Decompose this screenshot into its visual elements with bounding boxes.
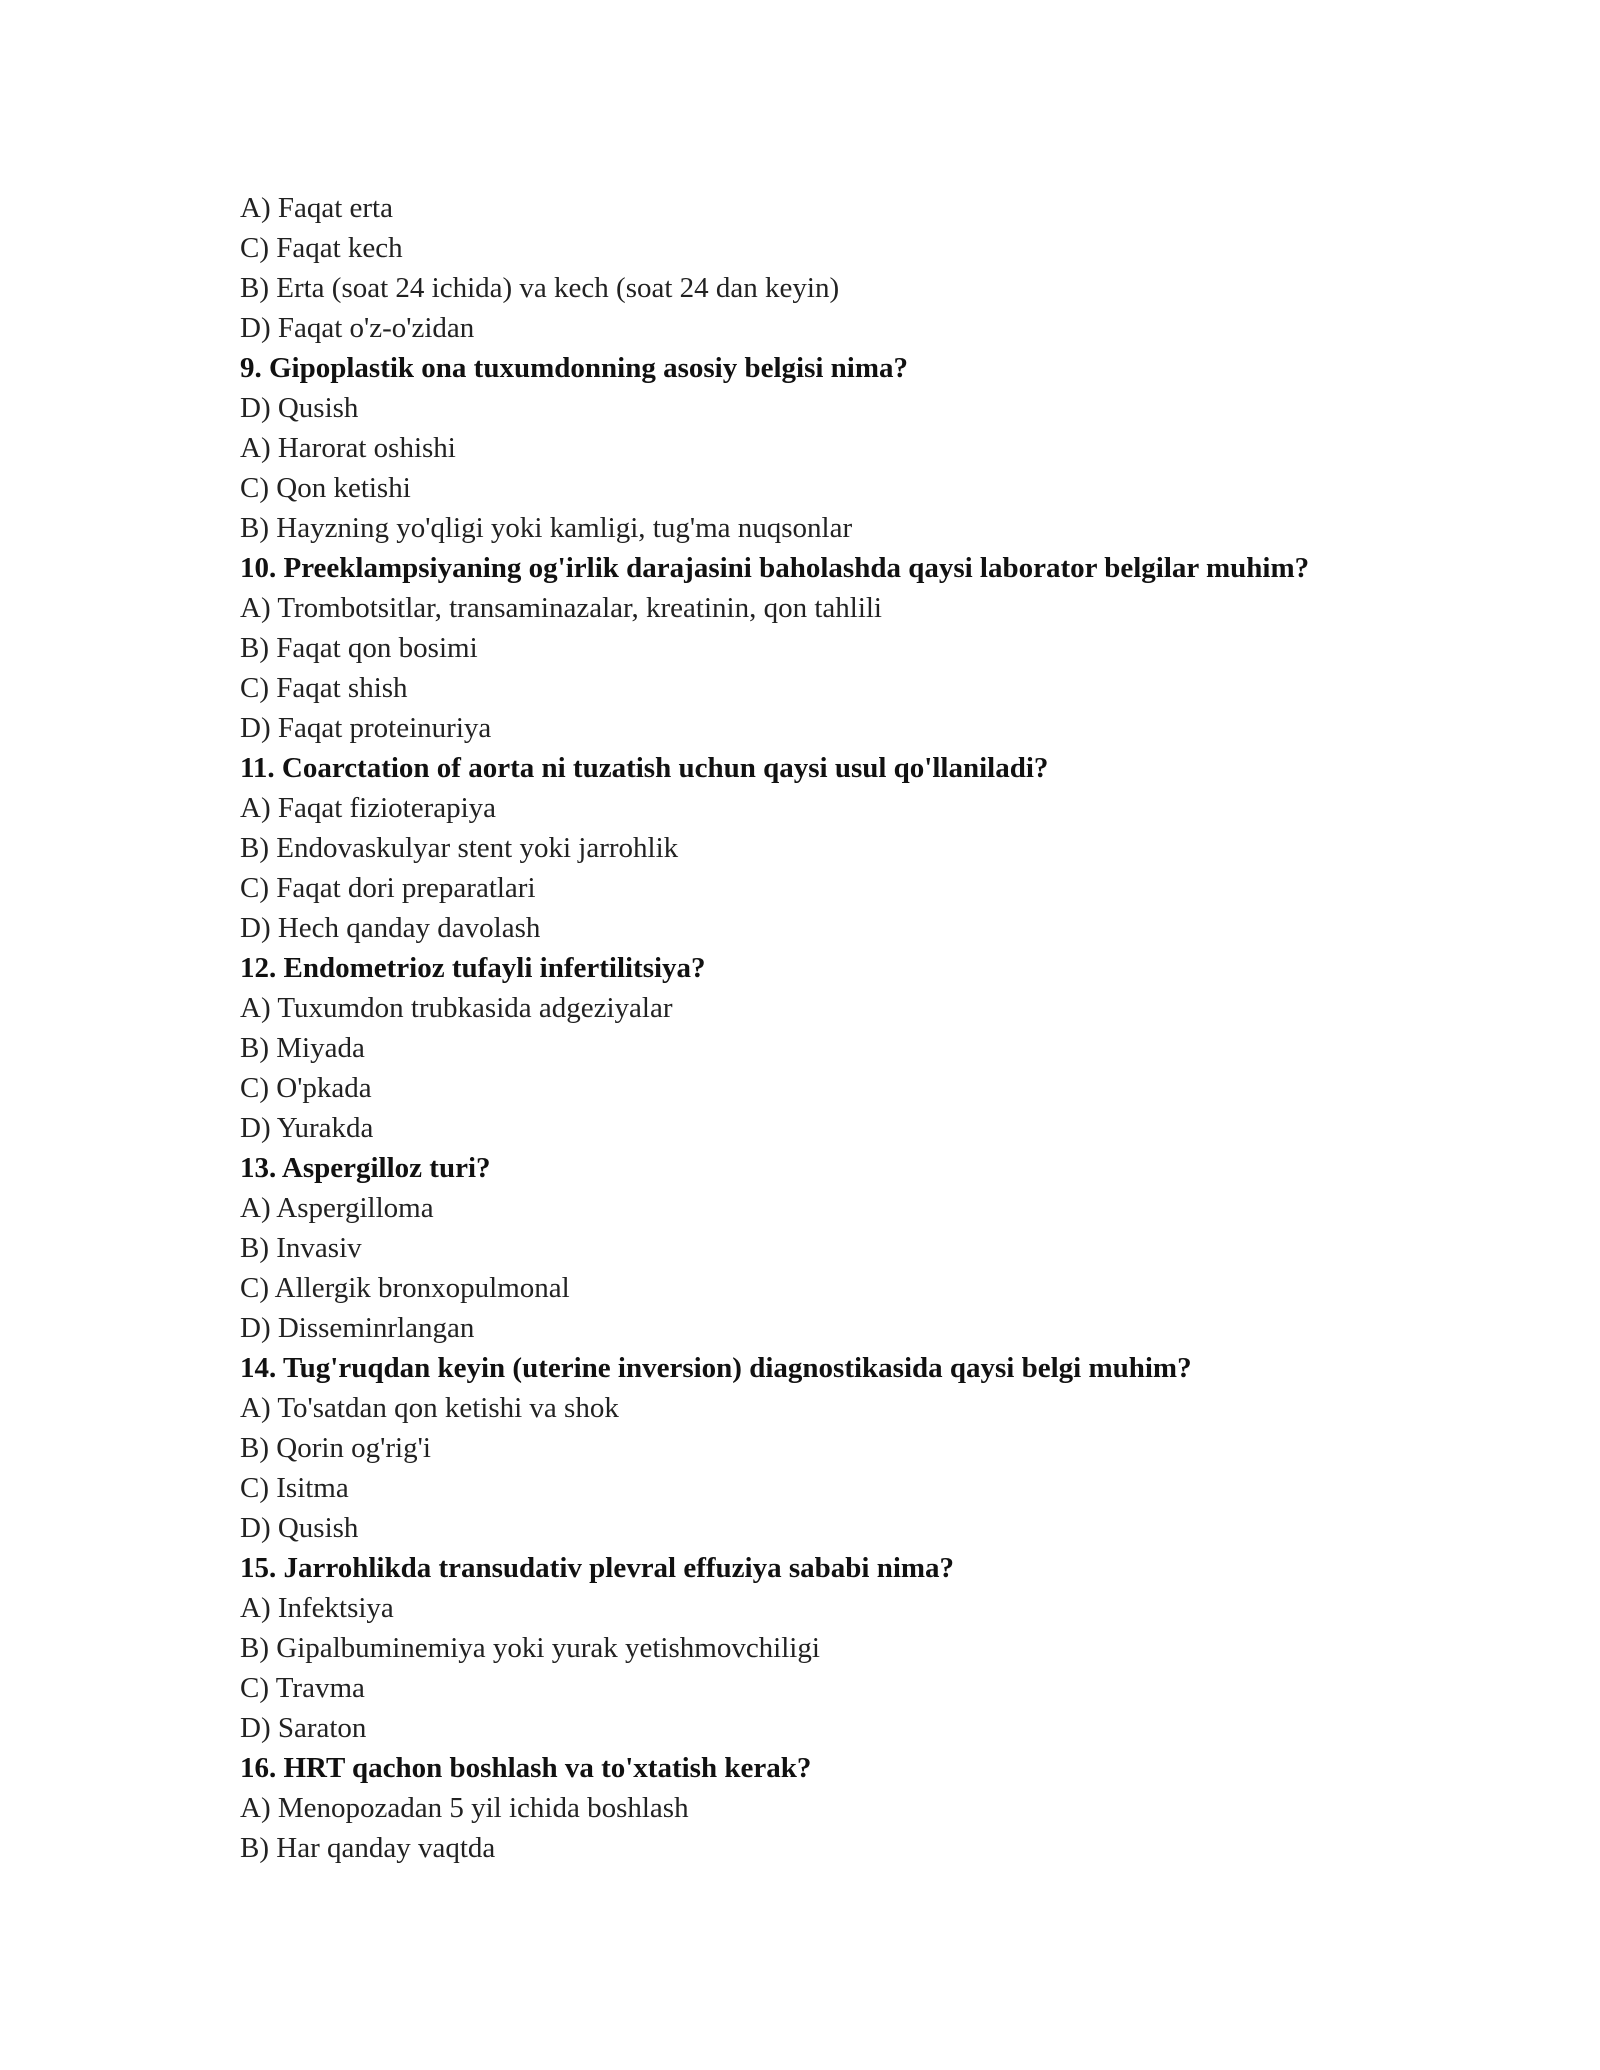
- answer-option: C) Faqat shish: [240, 672, 408, 704]
- answer-option: C) Isitma: [240, 1472, 349, 1504]
- question-block-9: [240, 348, 1460, 548]
- answer-option: A) Tuxumdon trubkasida adgeziyalar: [240, 992, 673, 1024]
- question-title: 14. Tug'ruqdan keyin (uterine inversion) diagnostikasida qaysi belgi muhim?: [240, 1352, 1192, 1384]
- question-title: 9. Gipoplastik ona tuxumdonning asosiy belgisi nima?: [240, 352, 909, 384]
- answer-option: C) Faqat kech: [240, 232, 403, 264]
- answer-option: B) Gipalbuminemiya yoki yurak yetishmovchiligi: [240, 1632, 820, 1664]
- answer-option: A) Faqat erta: [240, 192, 393, 224]
- question-block-10: [240, 548, 1460, 748]
- question-block-13: [240, 1148, 1460, 1348]
- question-block-12: [240, 948, 1460, 1148]
- answer-option: B) Hayzning yo'qligi yoki kamligi, tug'ma nuqsonlar: [240, 512, 853, 544]
- answer-option: D) Saraton: [240, 1712, 367, 1744]
- answer-option: D) Qusish: [240, 392, 359, 424]
- answer-option: D) Hech qanday davolash: [240, 912, 541, 944]
- answer-option: D) Disseminrlangan: [240, 1312, 475, 1344]
- answer-option: B) Faqat qon bosimi: [240, 632, 478, 664]
- answer-option: D) Faqat o'z-o'zidan: [240, 312, 475, 344]
- question-title: 16. HRT qachon boshlash va to'xtatish kerak?: [240, 1752, 812, 1784]
- answer-option: C) Allergik bronxopulmonal: [240, 1272, 570, 1304]
- question-title: 11. Coarctation of aorta ni tuzatish uchun qaysi usul qo'llaniladi?: [240, 752, 1049, 784]
- answer-option: D) Faqat proteinuriya: [240, 712, 492, 744]
- question-block-14: [240, 1348, 1460, 1548]
- question-block-11: [240, 748, 1460, 948]
- leading-options: [240, 188, 1460, 348]
- answer-option: A) Harorat oshishi: [240, 432, 456, 464]
- answer-option: B) Har qanday vaqtda: [240, 1832, 496, 1864]
- answer-option: A) To'satdan qon ketishi va shok: [240, 1392, 619, 1424]
- quiz-content: [240, 188, 1460, 1868]
- question-block-16: [240, 1748, 1460, 1868]
- answer-option: B) Endovaskulyar stent yoki jarrohlik: [240, 832, 679, 864]
- question-block-15: [240, 1548, 1460, 1748]
- answer-option: A) Faqat fizioterapiya: [240, 792, 497, 824]
- answer-option: B) Erta (soat 24 ichida) va kech (soat 24 dan keyin): [240, 272, 840, 304]
- question-title: 12. Endometrioz tufayli infertilitsiya?: [240, 952, 706, 984]
- answer-option: A) Infektsiya: [240, 1592, 394, 1624]
- answer-option: C) O'pkada: [240, 1072, 372, 1104]
- answer-option: C) Qon ketishi: [240, 472, 411, 504]
- question-title: 15. Jarrohlikda transudativ plevral effuziya sababi nima?: [240, 1552, 955, 1584]
- answer-option: A) Trombotsitlar, transaminazalar, kreatinin, qon tahlili: [240, 592, 882, 624]
- answer-option: C) Travma: [240, 1672, 365, 1704]
- answer-option: B) Invasiv: [240, 1232, 362, 1264]
- answer-option: C) Faqat dori preparatlari: [240, 872, 536, 904]
- answer-option: B) Miyada: [240, 1032, 365, 1064]
- answer-option: D) Yurakda: [240, 1112, 374, 1144]
- question-title: 13. Aspergilloz turi?: [240, 1152, 491, 1184]
- question-title: 10. Preeklampsiyaning og'irlik darajasini baholashda qaysi laborator belgilar muhim?: [240, 552, 1310, 584]
- answer-option: A) Aspergilloma: [240, 1192, 434, 1224]
- answer-option: D) Qusish: [240, 1512, 359, 1544]
- answer-option: A) Menopozadan 5 yil ichida boshlash: [240, 1792, 689, 1824]
- answer-option: B) Qorin og'rig'i: [240, 1432, 431, 1464]
